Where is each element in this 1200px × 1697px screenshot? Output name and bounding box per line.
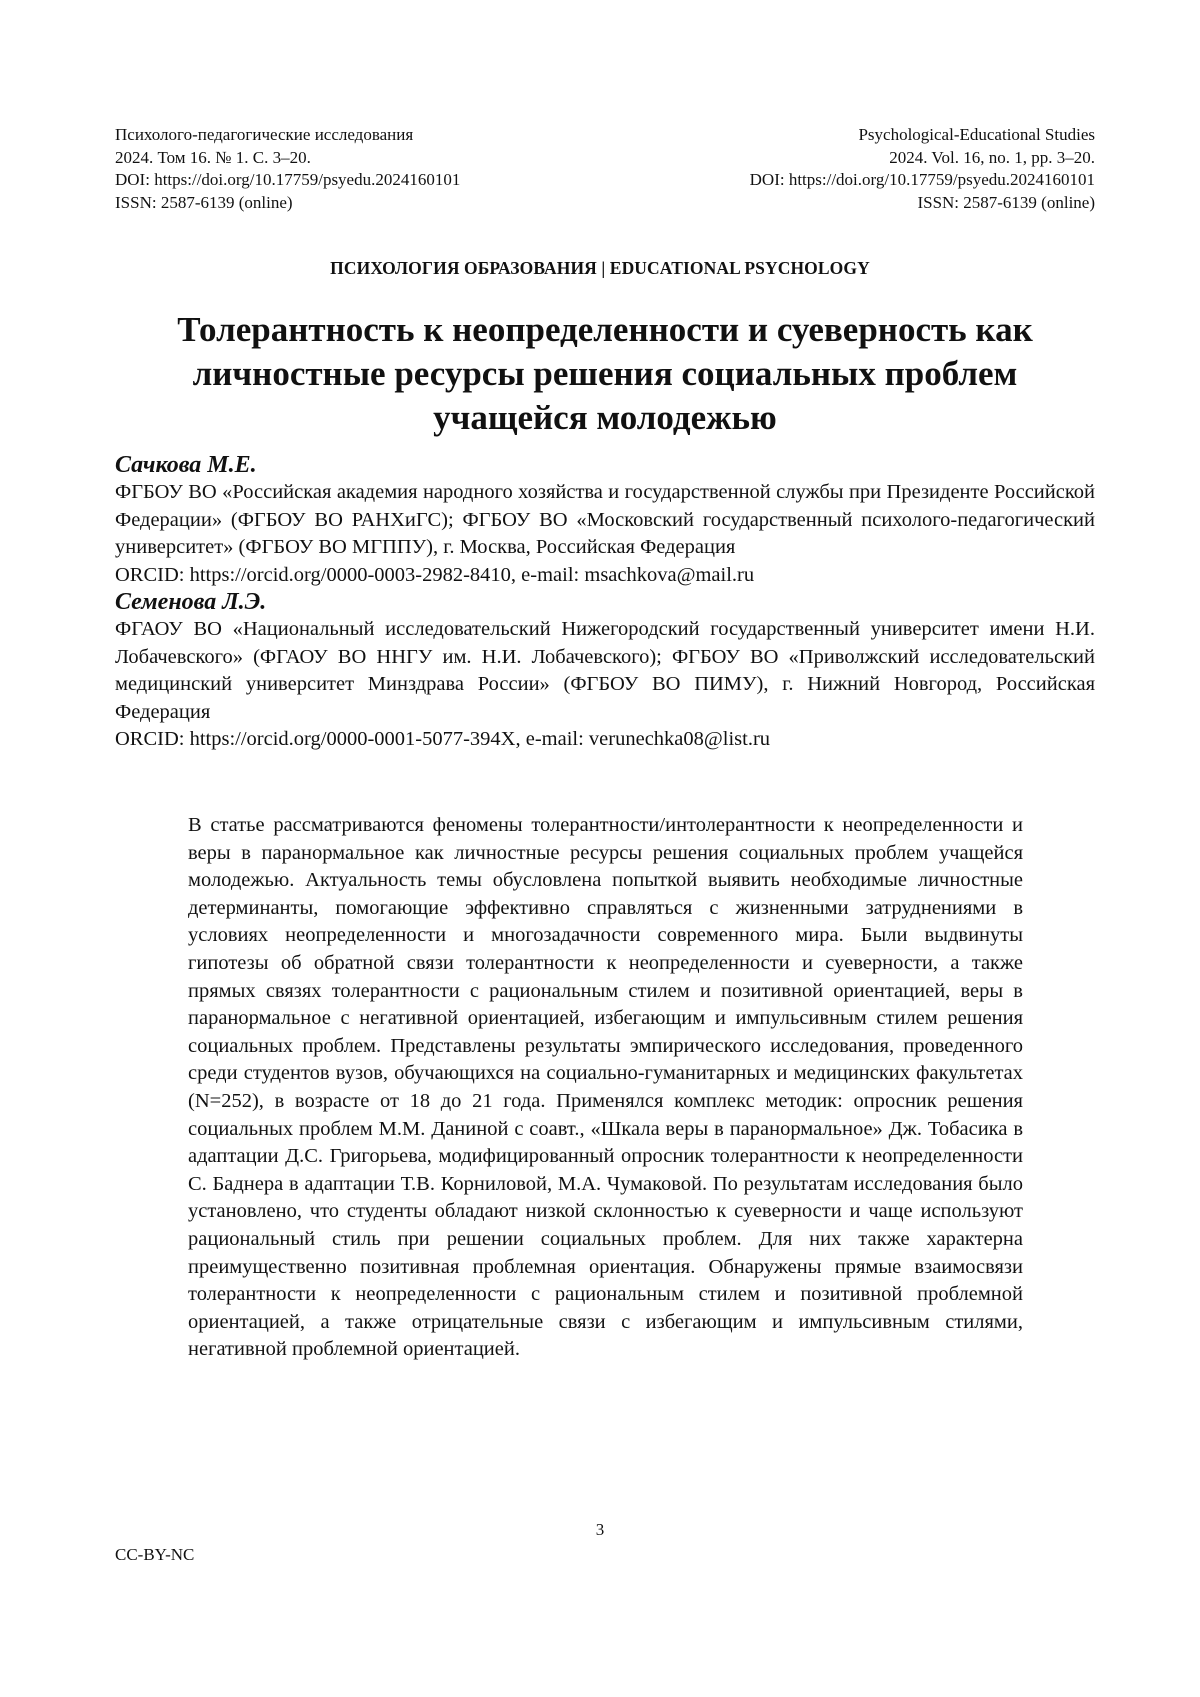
author-block	[115, 452, 1095, 589]
author-orcid: ORCID: https://orcid.org/0000-0003-2982-8410, e-mail: msachkova@mail.ru	[115, 563, 755, 586]
article-title	[115, 308, 1095, 440]
doi-en: DOI: https://doi.org/10.17759/psyedu.2024160101	[749, 170, 1095, 189]
journal-name-en: Psychological-Educational Studies	[858, 125, 1095, 144]
header-right	[750, 124, 1095, 214]
doi-ru: DOI: https://doi.org/10.17759/psyedu.2024160101	[115, 170, 461, 189]
author-orcid: ORCID: https://orcid.org/0000-0001-5077-394X, e-mail: verunechka08@list.ru	[115, 728, 771, 750]
journal-name-ru: Психолого-педагогические исследования	[115, 125, 414, 144]
author-affiliation: ФГБОУ ВО «Российская академия народного хозяйства и государственной службы при Президенте Российской Федерации» (ФГБОУ ВО РАНХиГС); ФГБОУ ВО «Московский государственный психолого-педагогический университет» (ФГБОУ ВО МГППУ), г. Москва, Российская Федерация	[115, 481, 1095, 558]
author-block	[115, 589, 1095, 754]
title-line: личностные ресурсы решения социальных проблем	[192, 354, 1018, 393]
author-name: Сачкова М.Е.	[115, 452, 257, 478]
title-line: Толерантность к неопределенности и суеверность как	[177, 310, 1033, 349]
author-name: Семенова Л.Э.	[115, 589, 267, 615]
page-number: 3	[595, 1520, 605, 1539]
issue-info-ru: 2024. Том 16. № 1. С. 3–20.	[115, 147, 311, 167]
issn-en: ISSN: 2587-6139 (online)	[917, 192, 1095, 212]
abstract: В статье рассматриваются феномены толерантности/интолерантности к неопределенности и веры в паранормальное как личностные ресурсы решения социальных проблем учащейся молодежью. Актуальность темы обусловлена попыткой выявить необходимые личностные детерминанты, помогающие эффективно справляться с жизненными затруднениями в условиях неопределенности и многозадачности современного мира. Были выдвинуты гипотезы об обратной связи толерантности к неопределенности и суеверности, а также прямых связях толерантности с рациональным стилем и позитивной ориентацией, веры в паранормальное с негативной ориентацией, избегающим и импульсивным стилем решения социальных проблем. Представлены результаты эмпирического исследования, проведенного среди студентов вузов, обучающихся на социально-гуманитарных и медицинских факультетах (N=252), в возрасте от 18 до 21 года. Применялся комплекс методик: опросник решения социальных проблем М.М. Даниной с соавт., «Шкала веры в паранормальное» Дж. Тобасика в адаптации Д.С. Григорьева, модифицированный опросник толерантности к неопределенности С. Баднера в адаптации Т.В. Корниловой, М.А. Чумаковой. По результатам исследования было установлено, что студенты обладают низкой склонностью к суеверности и чаще используют рациональный стиль при решении социальных проблем. Для них также характерна преимущественно позитивная проблемная ориентация. Обнаружены прямые взаимосвязи толерантности к неопределенности с рациональным стилем и позитивной проблемной ориентацией, а также отрицательные связи с избегающим и импульсивным стилями, негативной проблемной ориентацией.	[188, 814, 1023, 1361]
license-label: CC-BY-NC	[115, 1545, 195, 1564]
header-left	[115, 124, 460, 214]
author-affiliation: ФГАОУ ВО «Национальный исследовательский Нижегородский государственный университет имени Н.И. Лобачевского» (ФГАОУ ВО ННГУ им. Н.И. Лобачевского); ФГБОУ ВО «Приволжский исследовательский медицинский университет Минздрава России» (ФГБОУ ВО ПИМУ), г. Нижний Новгород, Российская Федерация	[115, 618, 1095, 723]
issue-info-en: 2024. Vol. 16, no. 1, pp. 3–20.	[889, 147, 1095, 167]
issn-ru: ISSN: 2587-6139 (online)	[115, 192, 293, 212]
author-list	[115, 452, 1095, 754]
title-line: учащейся молодежью	[433, 398, 777, 437]
section-heading: ПСИХОЛОГИЯ ОБРАЗОВАНИЯ | EDUCATIONAL PSYCHOLOGY	[330, 258, 870, 278]
